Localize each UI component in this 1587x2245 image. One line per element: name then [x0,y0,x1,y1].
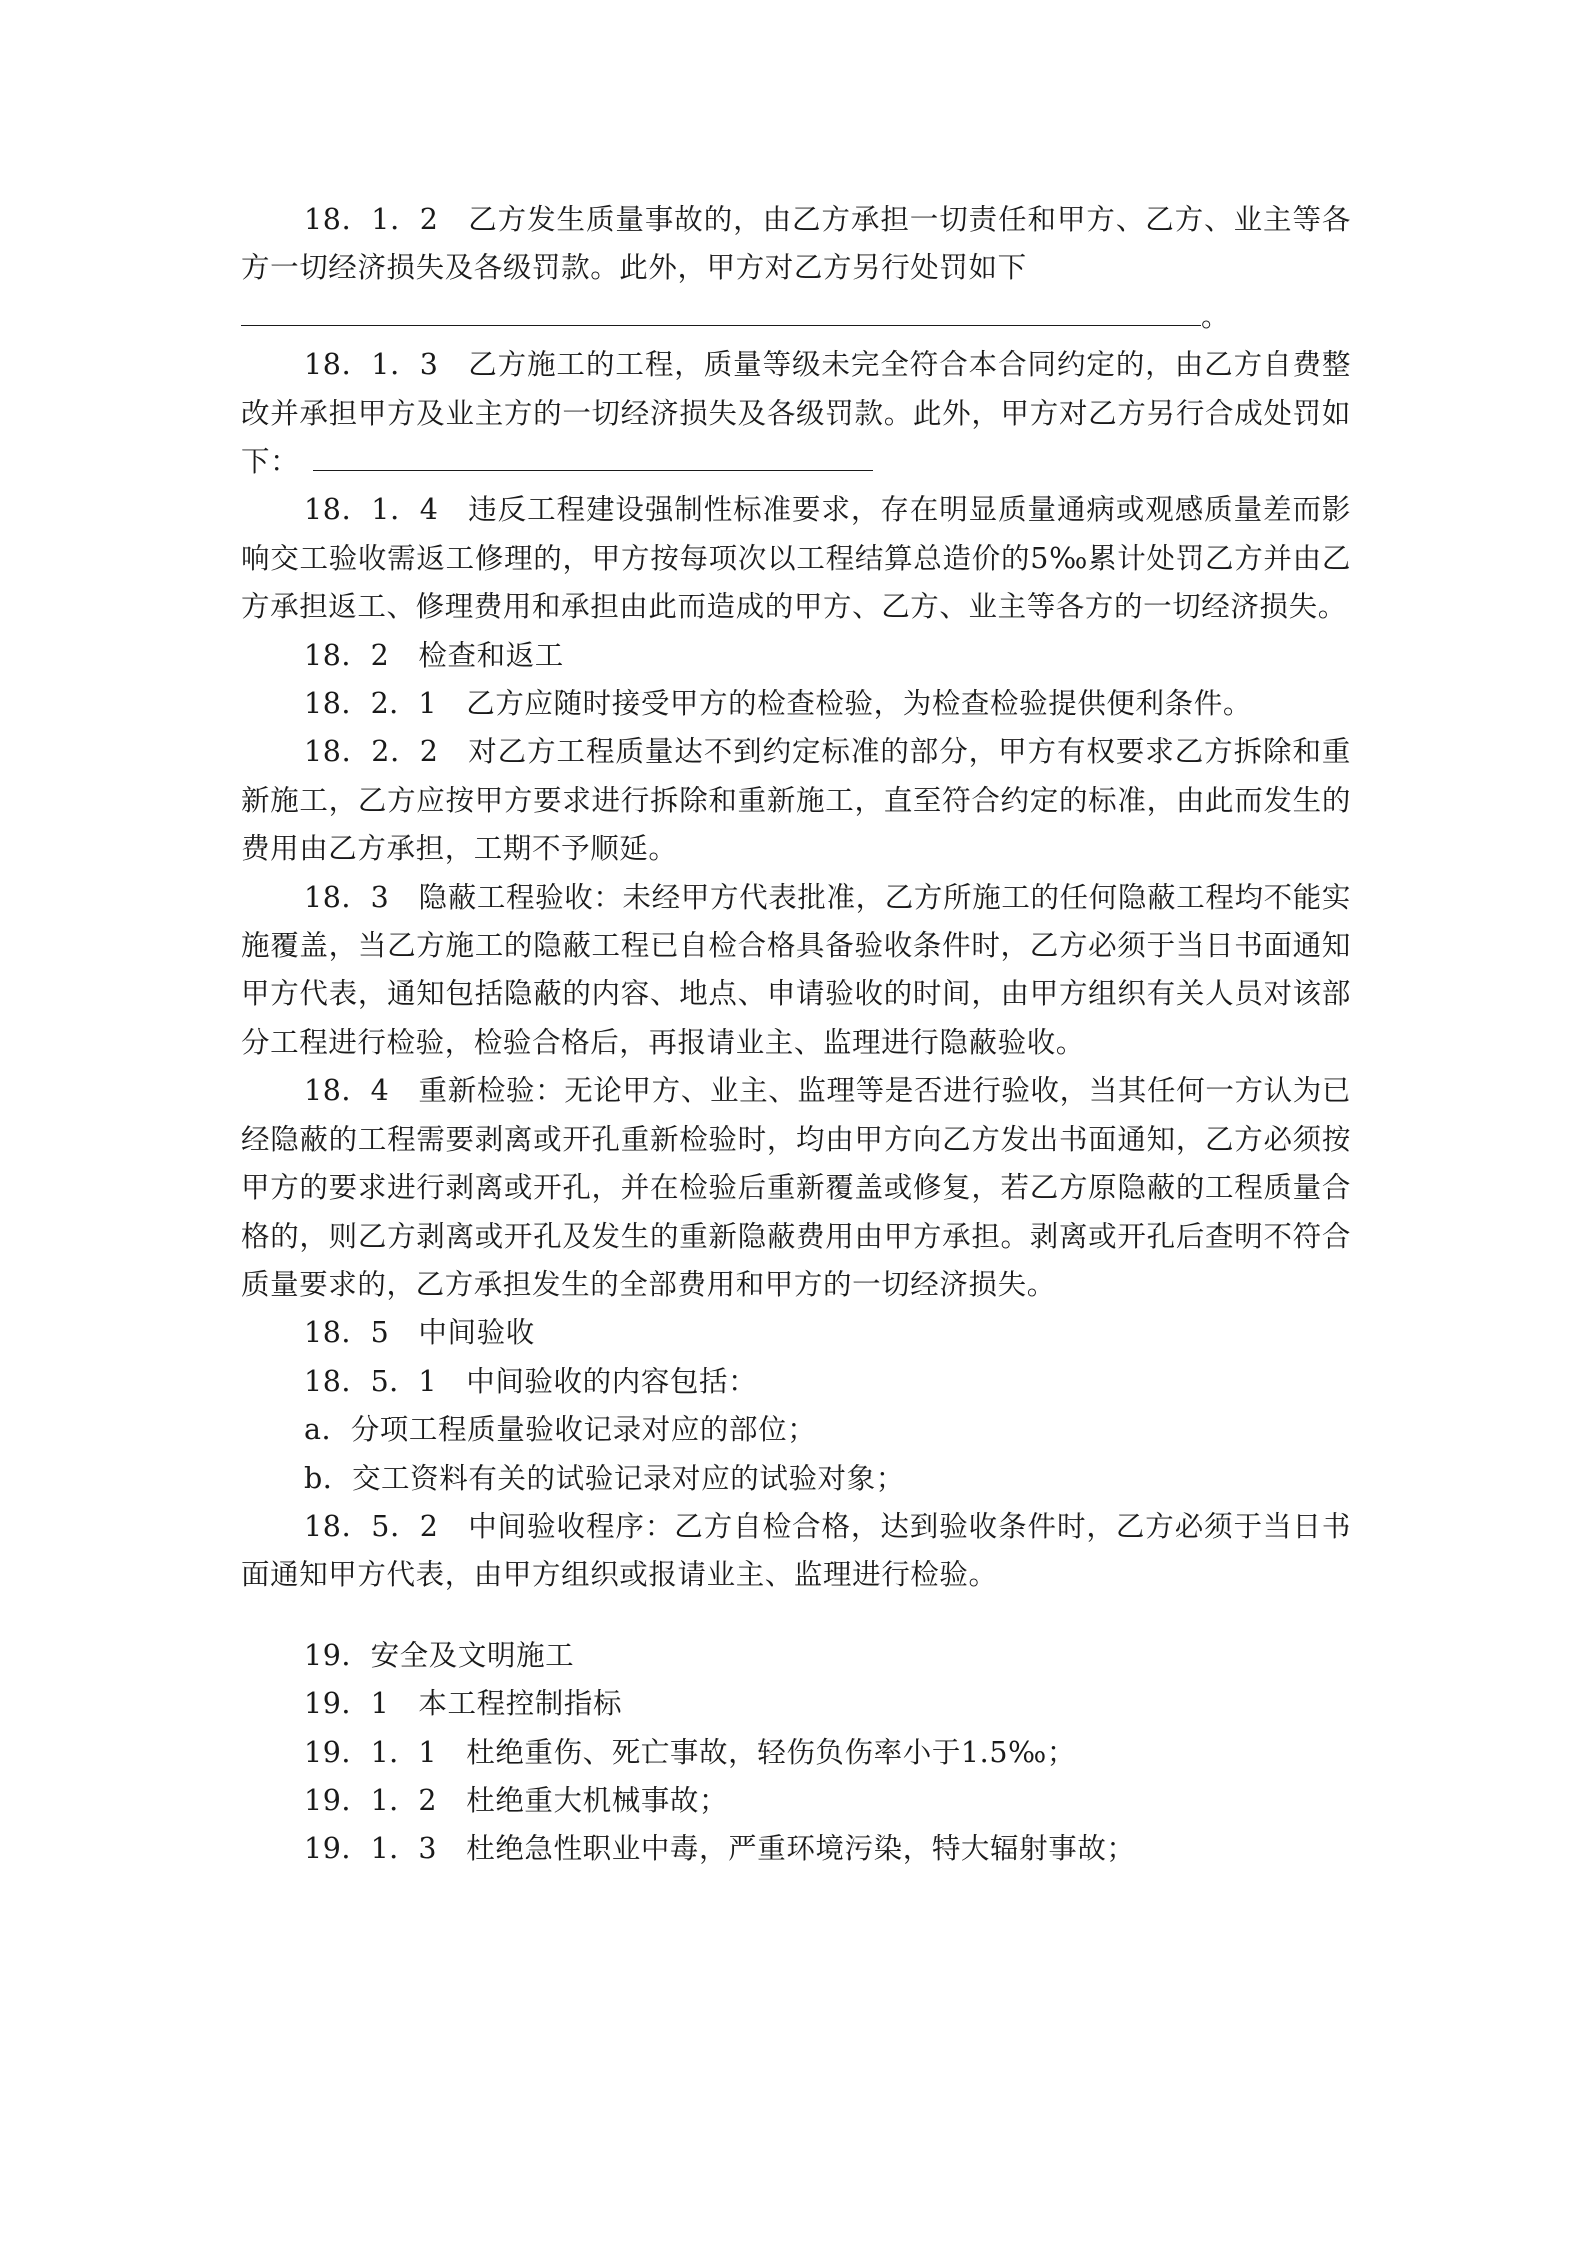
clause-19-1-3: 19．1．3 杜绝急性职业中毒，严重环境污染，特大辐射事故； [304,1832,1136,1866]
clause-18-5-1: 18．5．1 中间验收的内容包括： [304,1364,758,1398]
clause-18-1-4: 18．1．4 违反工程建设强制性标准要求，存在明显质量通病或观感质量差而影响交工验收需返工修理的，甲方按每项次以工程结算总造价的5‰累计处罚乙方并由乙方承担返工、修理费用和承担由此而造成的甲方、乙方、业主等各方的一切经济损失。 [241,493,1351,624]
clause-19-1-1: 19．1．1 杜绝重伤、死亡事故，轻伤负伤率小于1.5‰； [304,1735,1076,1769]
list-item-b: b．交工资料有关的试验记录对应的试验对象； [304,1461,905,1495]
clause-18-4: 18．4 重新检验：无论甲方、业主、监理等是否进行验收，当其任何一方认为已经隐蔽的工程需要剥离或开孔重新检验时，均由甲方向乙方发出书面通知，乙方必须按甲方的要求进行剥离或开孔，并在检验后重新覆盖或修复，若乙方原隐蔽的工程质量合格的，则乙方剥离或开孔及发生的重新隐蔽费用由甲方承担。剥离或开孔后查明不符合质量要求的，乙方承担发生的全部费用和甲方的一切经济损失。 [241,1074,1351,1301]
clause-18-2-1: 18．2．1 乙方应随时接受甲方的检查检验，为检查检验提供便利条件。 [304,687,1252,721]
clause-19-1-2: 19．1．2 杜绝重大机械事故； [304,1783,729,1817]
clause-18-5-2: 18．5．2 中间验收程序：乙方自检合格，达到验收条件时，乙方必须于当日书面通知甲方代表，由甲方组织或报请业主、监理进行检验。 [241,1509,1351,1592]
fill-in-blank-line [241,293,1351,341]
clause-18-5-heading: 18．5 中间验收 [304,1316,535,1350]
blank-underline [313,440,873,471]
clause-18-2-2: 18．2．2 对乙方工程质量达不到约定标准的部分，甲方有权要求乙方拆除和重新施工，乙方应按甲方要求进行拆除和重新施工，直至符合约定的标准，由此而发生的费用由乙方承担，工期不予顺延。 [241,735,1351,866]
section-19-heading: 19．安全及文明施工 [304,1638,575,1672]
clause-18-3: 18．3 隐蔽工程验收：未经甲方代表批准，乙方所施工的任何隐蔽工程均不能实施覆盖，当乙方施工的隐蔽工程已自检合格具备验收条件时，乙方必须于当日书面通知甲方代表，通知包括隐蔽的内容、地点、申请验收的时间，由甲方组织有关人员对该部分工程进行检验，检验合格后，再报请业主、监理进行隐蔽验收。 [241,880,1351,1059]
clause-18-1-3: 18．1．3 乙方施工的工程，质量等级未完全符合本合同约定的，由乙方自费整改并承担甲方及业主方的一切经济损失及各级罚款。此外，甲方对乙方另行合成处罚如下： [241,348,1351,479]
document-page [241,196,1351,1874]
clause-end-mark: 。 [1201,299,1231,333]
clause-18-1-2: 18．1．2 乙方发生质量事故的，由乙方承担一切责任和甲方、乙方、业主等各方一切经济损失及各级罚款。此外，甲方对乙方另行处罚如下 [241,203,1351,285]
section-spacer [241,1600,1351,1632]
list-item-a: a．分项工程质量验收记录对应的部位； [304,1413,817,1447]
blank-underline [241,295,1201,326]
clause-18-2-heading: 18．2 检查和返工 [304,638,564,672]
clause-19-1-heading: 19．1 本工程控制指标 [304,1687,623,1721]
